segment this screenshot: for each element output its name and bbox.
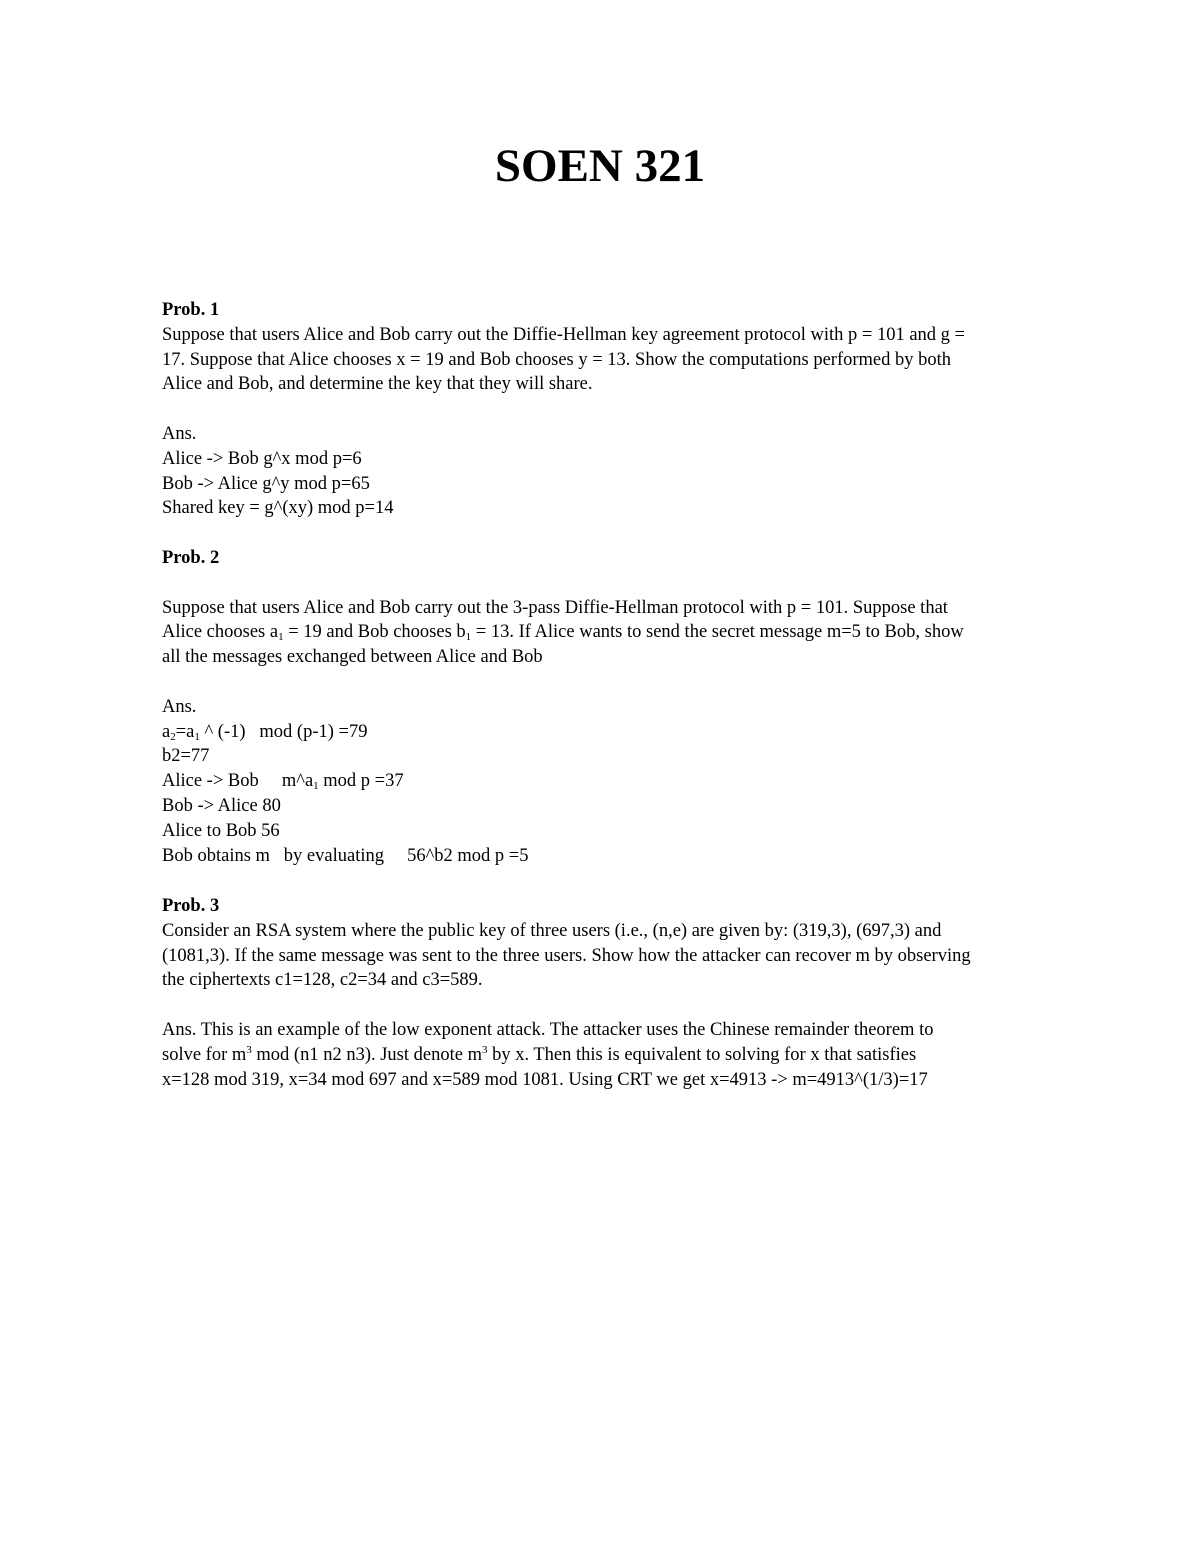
subscript: 2: [170, 730, 176, 743]
text-fragment: Alice -> Bob m^a: [162, 771, 314, 792]
text-fragment: Alice chooses a: [162, 622, 279, 643]
subscript: 1: [313, 780, 319, 793]
document-title: SOEN 321: [494, 140, 706, 192]
problem-2: [162, 546, 1102, 868]
problem-2-answer-line: Bob obtains m by evaluating 56^b2 mod p =5: [162, 845, 529, 866]
text-fragment: ^ (-1) mod (p-1) =79: [199, 721, 368, 742]
problem-2-answer-line: b2=77: [162, 746, 210, 767]
blank-line: [162, 670, 1102, 695]
problem-1-answer-line: Bob -> Alice g^y mod p=65: [162, 473, 370, 494]
problem-3-text-line: the ciphertexts c1=128, c2=34 and c3=589.: [162, 970, 483, 991]
problem-2-answer-label: Ans.: [162, 696, 197, 717]
text-fragment: by x. Then this is equivalent to solving for x that satisfies: [487, 1044, 917, 1065]
blank-line: [162, 993, 1102, 1018]
text-fragment: =a: [175, 721, 195, 742]
problem-3-text-line: Consider an RSA system where the public key of three users (i.e., (n,e) are given by: (319,3), (697,3) and: [162, 920, 942, 941]
superscript: 3: [246, 1043, 252, 1056]
subscript: 1: [194, 730, 200, 743]
text-fragment: = 19 and Bob chooses b: [283, 622, 466, 643]
problem-3-answer-line: x=128 mod 319, x=34 mod 697 and x=589 mod 1081. Using CRT we get x=4913 -> m=4913^(1/3)=17: [162, 1069, 928, 1090]
problem-2-text-line: Suppose that users Alice and Bob carry out the 3-pass Diffie-Hellman protocol with p = 101. Suppose that: [162, 597, 948, 618]
problem-3: [162, 894, 1102, 1092]
problem-2-answer-line: [162, 720, 1102, 745]
problem-3-answer-line: [162, 1043, 1102, 1068]
problem-1: [162, 298, 1102, 521]
problem-1-answer-line: Alice -> Bob g^x mod p=6: [162, 448, 362, 469]
text-fragment: a: [162, 721, 171, 742]
text-fragment: solve for m: [162, 1044, 247, 1065]
text-fragment: mod (n1 n2 n3). Just denote m: [251, 1044, 482, 1065]
problem-2-heading: Prob. 2: [162, 548, 220, 568]
problem-2-answer-line: Alice to Bob 56: [162, 820, 280, 841]
text-fragment: mod p =37: [318, 771, 404, 792]
blank-line: [162, 571, 1102, 596]
problem-1-text-line: Suppose that users Alice and Bob carry out the Diffie-Hellman key agreement protocol with p = 101 and g =: [162, 324, 965, 345]
problem-1-text-line: 17. Suppose that Alice chooses x = 19 and Bob chooses y = 13. Show the computations performed by both: [162, 349, 952, 370]
problem-1-heading: Prob. 1: [162, 300, 220, 320]
problem-1-answer-line: Shared key = g^(xy) mod p=14: [162, 498, 394, 519]
problem-2-text-line: all the messages exchanged between Alice and Bob: [162, 647, 543, 668]
text-fragment: = 13. If Alice wants to send the secret message m=5 to Bob, show: [471, 622, 964, 643]
problem-2-text-line: [162, 620, 1102, 645]
problem-2-answer-line: Bob -> Alice 80: [162, 795, 281, 816]
problem-1-answer-label: Ans.: [162, 423, 197, 444]
problem-2-answer-line: [162, 769, 1102, 794]
problem-3-text-line: (1081,3). If the same message was sent to the three users. Show how the attacker can recover m by observing: [162, 945, 971, 966]
superscript: 3: [481, 1043, 488, 1056]
blank-line: [162, 397, 1102, 422]
subscript: 1: [465, 631, 472, 644]
problem-1-text-line: Alice and Bob, and determine the key that they will share.: [162, 374, 593, 395]
problem-3-heading: Prob. 3: [162, 896, 220, 916]
problem-3-answer-line: Ans. This is an example of the low exponent attack. The attacker uses the Chinese remainder theorem to: [162, 1019, 934, 1040]
subscript: 1: [278, 631, 284, 644]
